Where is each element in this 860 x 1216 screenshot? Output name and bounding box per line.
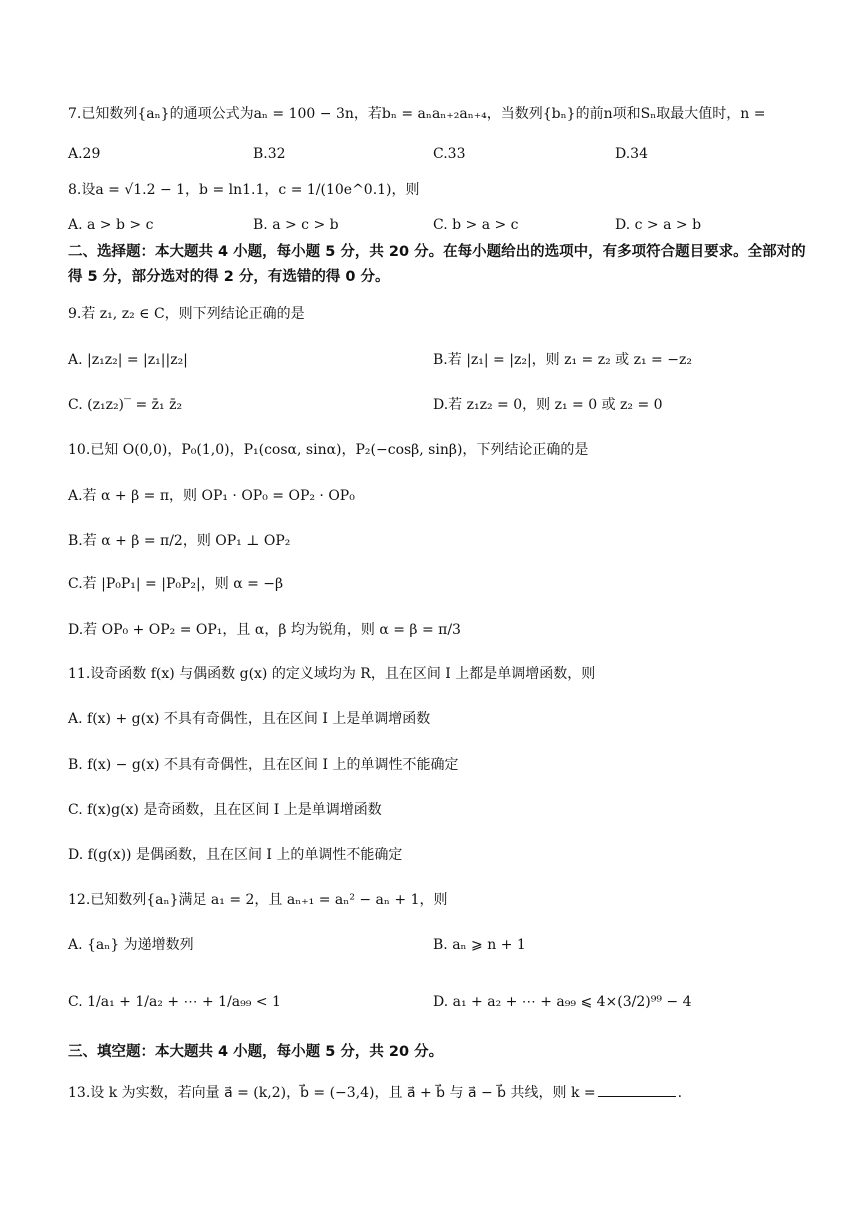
q7-option-a: A.29 <box>68 146 101 162</box>
q7-option-b: B.32 <box>253 146 286 162</box>
q8-option-a: A. a > b > c <box>68 217 154 233</box>
q11-option-a: A. f(x) + g(x) 不具有奇偶性，且在区间 I 上是单调增函数 <box>68 711 431 727</box>
q7-option-d: D.34 <box>615 146 648 162</box>
q10-stem: 10.已知 O(0,0)，P₀(1,0)，P₁(cosα, sinα)，P₂(−cosβ, sinβ)，下列结论正确的是 <box>68 442 589 458</box>
q11-option-c: C. f(x)g(x) 是奇函数，且在区间 I 上是单调增函数 <box>68 802 382 818</box>
q8-stem: 8.设a = √1.2 − 1，b = ln1.1，c = 1/(10e^0.1)，则 <box>68 182 420 198</box>
q11-option-d: D. f(g(x)) 是偶函数，且在区间 I 上的单调性不能确定 <box>68 847 403 863</box>
q12-stem: 12.已知数列{aₙ}满足 a₁ = 2，且 aₙ₊₁ = aₙ² − aₙ + 1，则 <box>68 892 448 908</box>
q10-option-a: A.若 α + β = π，则 OP₁ · OP₀ = OP₂ · OP₀ <box>68 488 355 504</box>
q13-stem: 13.设 k 为实数，若向量 a⃗ = (k,2)，b⃗ = (−3,4)，且 a⃗ + b⃗ 与 a⃗ − b⃗ 共线，则 k = <box>68 1085 596 1101</box>
q13-tail: . <box>677 1085 683 1101</box>
q8-option-d: D. c > a > b <box>615 217 702 233</box>
section-3-heading: 三、填空题：本大题共 4 小题，每小题 5 分，共 20 分。 <box>68 1044 444 1060</box>
q9-option-b: B.若 |z₁| = |z₂|，则 z₁ = z₂ 或 z₁ = −z₂ <box>433 352 692 368</box>
q10-option-c: C.若 |P₀P₁| = |P₀P₂|，则 α = −β <box>68 576 284 592</box>
q13-answer-blank[interactable] <box>598 1082 676 1097</box>
q10-option-d: D.若 OP₀ + OP₂ = OP₁，且 α，β 均为锐角，则 α = β = π/3 <box>68 622 461 638</box>
q9-stem: 9.若 z₁, z₂ ∈ C，则下列结论正确的是 <box>68 306 305 322</box>
q11-stem: 11.设奇函数 f(x) 与偶函数 g(x) 的定义域均为 R，且在区间 I 上都是单调增函数，则 <box>68 666 596 682</box>
q10-option-b: B.若 α + β = π/2，则 OP₁ ⊥ OP₂ <box>68 533 291 549</box>
q8-option-b: B. a > c > b <box>253 217 339 233</box>
section-2-heading: 二、选择题：本大题共 4 小题，每小题 5 分，共 20 分。在每小题给出的选项中，有多项符合题目要求。全部对的得 5 分，部分选对的得 2 分，有选错的得 0 分。 <box>68 244 806 285</box>
q8-option-c: C. b > a > c <box>433 217 519 233</box>
q7-stem: 7.已知数列{aₙ}的通项公式为aₙ = 100 − 3n，若bₙ = aₙaₙ₊₂aₙ₊₄，当数列{bₙ}的前n项和Sₙ取最大值时，n = <box>68 106 766 122</box>
q12-option-a: A. {aₙ} 为递增数列 <box>68 937 194 953</box>
q9-option-c: C. (z₁z₂)‾ = z̄₁ z̄₂ <box>68 397 183 413</box>
q12-option-d: D. a₁ + a₂ + ⋯ + a₉₉ ⩽ 4×(3/2)⁹⁹ − 4 <box>433 994 692 1010</box>
q9-option-a: A. |z₁z₂| = |z₁||z₂| <box>68 352 188 368</box>
q13-stem-line <box>68 1082 682 1103</box>
q7-option-c: C.33 <box>433 146 466 162</box>
q9-option-d: D.若 z₁z₂ = 0，则 z₁ = 0 或 z₂ = 0 <box>433 397 663 413</box>
q11-option-b: B. f(x) − g(x) 不具有奇偶性，且在区间 I 上的单调性不能确定 <box>68 757 459 773</box>
q12-option-c: C. 1/a₁ + 1/a₂ + ⋯ + 1/a₉₉ < 1 <box>68 994 281 1010</box>
q12-option-b: B. aₙ ⩾ n + 1 <box>433 937 526 953</box>
